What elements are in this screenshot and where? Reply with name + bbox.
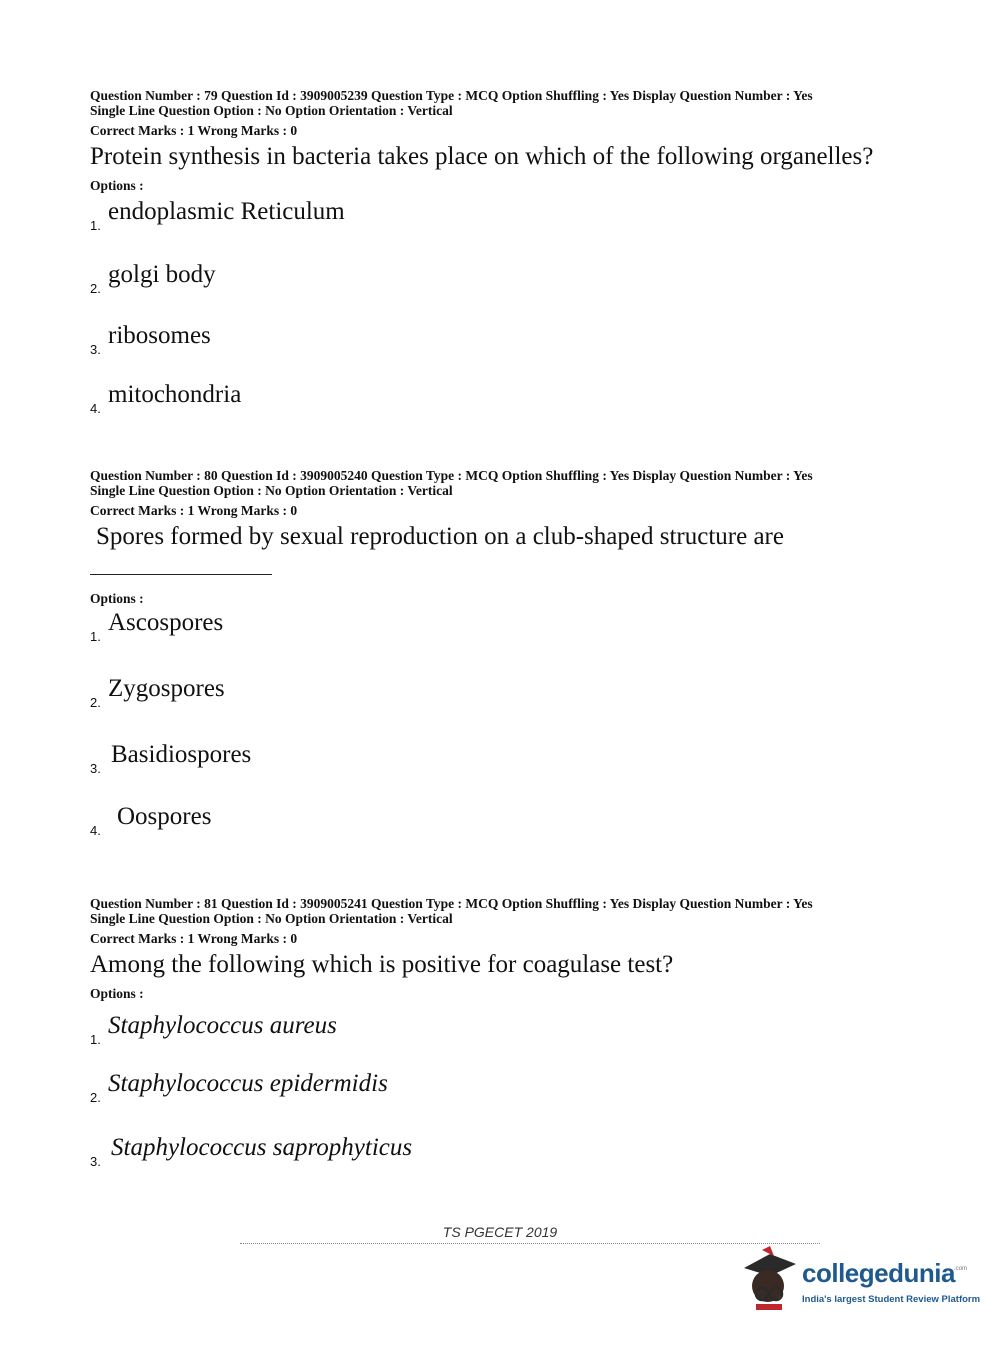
option-2[interactable] — [90, 674, 790, 710]
option-number: 4. — [90, 823, 101, 838]
question-80 — [90, 468, 910, 838]
logo-wordmark: collegedunia — [802, 1258, 955, 1288]
option-text: Staphylococcus epidermidis — [108, 1070, 388, 1097]
option-text: ribosomes — [108, 322, 211, 349]
option-text: Staphylococcus aureus — [108, 1012, 337, 1039]
logo-suffix: .com — [954, 1266, 968, 1272]
option-1[interactable] — [90, 608, 790, 644]
question-meta-line2: Single Line Question Option : No Option Orientation : Vertical — [90, 911, 453, 926]
question-marks: Correct Marks : 1 Wrong Marks : 0 — [90, 123, 298, 138]
option-3[interactable] — [90, 1133, 790, 1169]
option-1[interactable] — [90, 197, 790, 233]
question-meta-line2: Single Line Question Option : No Option Orientation : Vertical — [90, 103, 453, 118]
option-text: Staphylococcus saprophyticus — [111, 1134, 413, 1161]
option-number: 1. — [90, 218, 101, 233]
question-meta-line1: Question Number : 79 Question Id : 3909005239 Question Type : MCQ Option Shuffling : Yes Display Question Number : Yes — [90, 88, 813, 103]
question-text: Among the following which is positive for coagulase test? — [90, 951, 674, 978]
option-1[interactable] — [90, 1011, 790, 1047]
options-label: Options : — [90, 591, 144, 606]
option-4[interactable] — [90, 802, 790, 838]
question-79 — [90, 88, 910, 416]
option-text: golgi body — [108, 261, 216, 288]
collegedunia-logo — [740, 1246, 981, 1316]
options-label: Options : — [90, 986, 144, 1001]
question-text: Spores formed by sexual reproduction on a club-shaped structure are — [96, 523, 784, 550]
fill-in-blank-line — [90, 552, 272, 575]
option-2[interactable] — [90, 260, 790, 296]
option-4[interactable] — [90, 380, 790, 416]
option-number: 3. — [90, 761, 101, 776]
option-text: mitochondria — [108, 381, 242, 408]
option-text: Oospores — [117, 803, 212, 830]
question-text: Protein synthesis in bacteria takes place on which of the following organelles? — [90, 143, 874, 170]
footer-divider — [240, 1243, 820, 1244]
option-text: endoplasmic Reticulum — [108, 198, 345, 225]
option-text: Basidiospores — [111, 741, 252, 768]
option-number: 2. — [90, 281, 101, 296]
options-label: Options : — [90, 178, 144, 193]
option-number: 2. — [90, 695, 101, 710]
mascot-icon — [740, 1246, 800, 1316]
option-3[interactable] — [90, 740, 790, 776]
option-3[interactable] — [90, 321, 790, 357]
option-number: 4. — [90, 401, 101, 416]
option-text: Ascospores — [108, 609, 224, 636]
option-number: 1. — [90, 1032, 101, 1047]
question-meta-line1: Question Number : 80 Question Id : 3909005240 Question Type : MCQ Option Shuffling : Yes Display Question Number : Yes — [90, 468, 813, 483]
option-number: 3. — [90, 342, 101, 357]
option-number: 2. — [90, 1090, 101, 1105]
option-number: 1. — [90, 629, 101, 644]
logo-tagline: India's largest Student Review Platform — [802, 1294, 981, 1305]
question-meta-line2: Single Line Question Option : No Option Orientation : Vertical — [90, 483, 453, 498]
question-marks: Correct Marks : 1 Wrong Marks : 0 — [90, 503, 298, 518]
page-footer: TS PGECET 2019 — [442, 1224, 558, 1240]
option-2[interactable] — [90, 1069, 790, 1105]
option-text: Zygospores — [108, 675, 225, 702]
option-number: 3. — [90, 1154, 101, 1169]
question-81 — [90, 896, 910, 1169]
question-meta-line1: Question Number : 81 Question Id : 3909005241 Question Type : MCQ Option Shuffling : Yes Display Question Number : Yes — [90, 896, 813, 911]
question-marks: Correct Marks : 1 Wrong Marks : 0 — [90, 931, 298, 946]
